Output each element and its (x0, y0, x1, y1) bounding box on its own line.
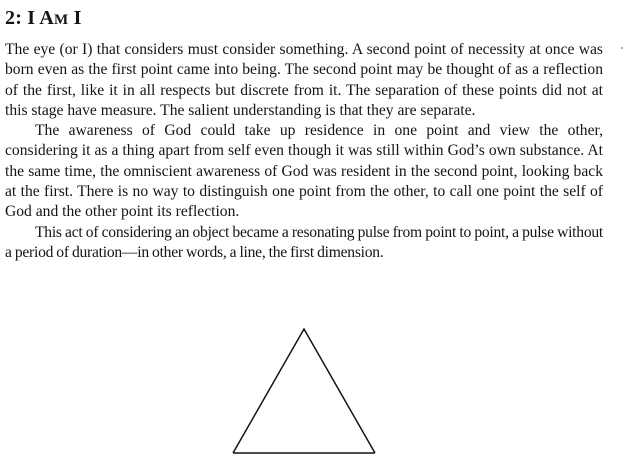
section-title-word-2-initial: A (39, 7, 55, 29)
paragraph-3: This act of considering an object became a resonating pulse from point to point, a pulse without a period of duration—in other words, a line, the first dimension. (5, 223, 603, 261)
triangle-figure (228, 325, 380, 471)
section-title-word-2 (39, 7, 68, 29)
section-title-word-3: I (73, 7, 82, 29)
paragraph-2: The awareness of God could take up residence in one point and view the other, considering it as a thing apart from self even though it was still within God’s own substance. At the same time, the omniscient awareness of God was resident in the second point, looking back at the first. There is no way to distinguish one point from the other, to call one point the self of God and the other point its reflection. (5, 122, 603, 221)
paragraph-1: The eye (or I) that considers must consider something. A second point of necessity at once was born even as the first point came into being. The second point may be thought of as a reflection of the first, like it in all respects but discrete from it. The separation of these points did not at this stage have measure. The salient understanding is that they are separate. (5, 41, 603, 119)
triangle-outline (233, 329, 375, 453)
body-text (5, 40, 603, 263)
section-title-word-1: I (27, 7, 36, 29)
scan-speck (621, 47, 623, 49)
section-heading (5, 6, 82, 32)
section-title-word-2-smallcaps: M (54, 12, 69, 28)
section-number: 2: (5, 7, 23, 29)
